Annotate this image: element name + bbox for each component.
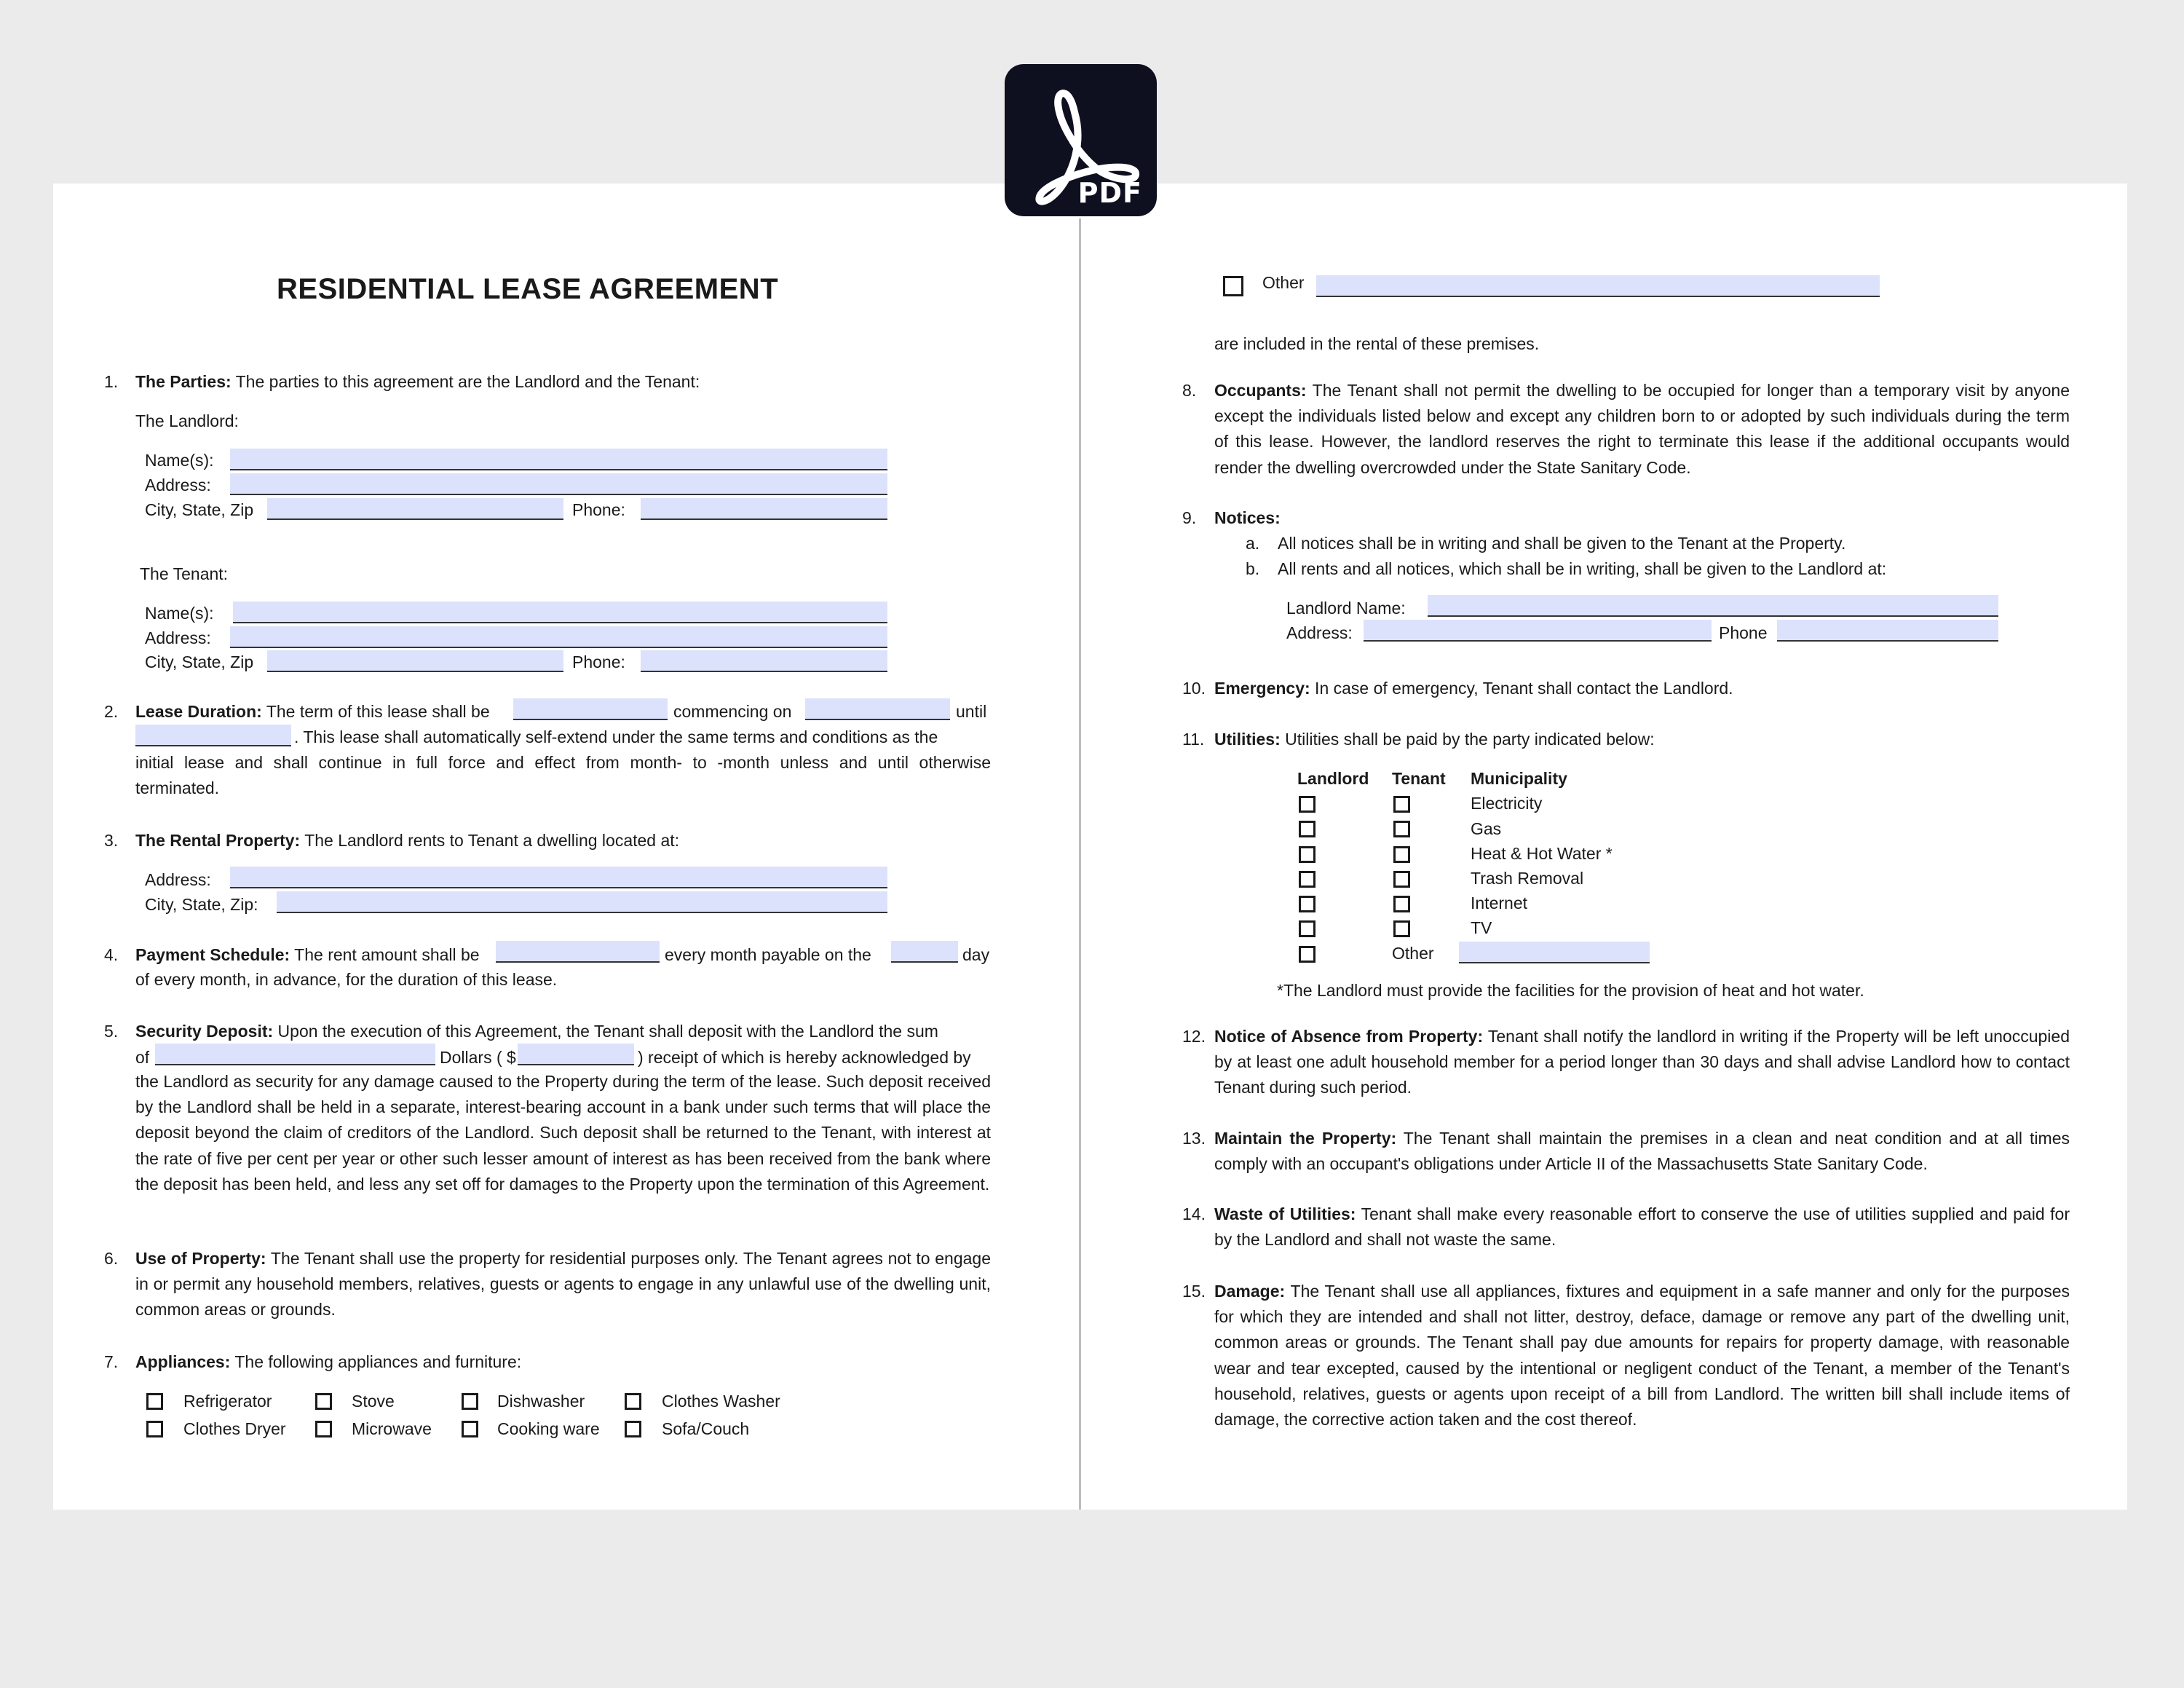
s3-heading: The Rental Property:: [135, 831, 301, 850]
page-divider: [1079, 218, 1081, 1510]
s8-heading: Occupants:: [1214, 381, 1307, 400]
s10-body: In case of emergency, Tenant shall contact the Landlord.: [1310, 679, 1733, 698]
s13-heading: Maintain the Property:: [1214, 1129, 1397, 1148]
s9-b-number: b.: [1246, 559, 1260, 578]
property-city-label: City, State, Zip:: [145, 895, 258, 914]
s4-number: 4.: [104, 945, 119, 964]
utility-heat-hot-water: Heat & Hot Water *: [1471, 844, 1613, 863]
s9-a-text: All notices shall be in writing and shall be given to the Tenant at the Property.: [1278, 534, 1846, 553]
notice-landlord-name-field[interactable]: [1428, 595, 1998, 617]
utility-heat-landlord-checkbox[interactable]: [1299, 846, 1315, 863]
s7-number: 7.: [104, 1352, 119, 1371]
s10-heading: Emergency:: [1214, 679, 1310, 698]
s11-body: Utilities shall be paid by the party indicated below:: [1280, 730, 1655, 749]
s4-text-2: every month payable on the: [665, 945, 871, 964]
s4-line2: of every month, in advance, for the duration of this lease.: [135, 970, 558, 989]
tenant-names-field[interactable]: [233, 602, 887, 623]
s4-text-3: day: [962, 945, 990, 964]
s11-number: 11.: [1182, 730, 1205, 749]
s11-heading: Utilities:: [1214, 730, 1281, 749]
utility-internet-landlord-checkbox[interactable]: [1299, 896, 1315, 912]
s2-heading: Lease Duration:: [135, 702, 262, 721]
property-address-field[interactable]: [230, 867, 887, 888]
lease-term-field[interactable]: [513, 698, 668, 720]
notice-phone-label: Phone: [1719, 623, 1768, 642]
s11-text: [1214, 727, 1655, 751]
s4-heading: Payment Schedule:: [135, 945, 290, 964]
s5-heading: Security Deposit:: [135, 1022, 274, 1041]
s15-body: The Tenant shall use all appliances, fixtures and equipment in a safe manner and only for the purposes for which they are intended and shall not litter, destroy, deface, damage or remove any part of the dwelling unit, common areas or grounds. The Tenant shall pay due amounts for repairs for property damage, with reasonable wear and tear excepted, caused by the intentional or negligent conduct of the Tenant, a member of the Tenant's household, relatives, guests or agents upon receipt of a bill from Landlord. The written bill shall include items of damage, the corrective action taken and the cost thereof.: [1214, 1282, 2070, 1429]
landlord-address-label: Address:: [145, 476, 211, 494]
utility-internet: Internet: [1471, 894, 1527, 912]
checkbox-microwave[interactable]: [315, 1421, 332, 1437]
notice-address-field[interactable]: [1364, 620, 1712, 642]
s5-text-1: Upon the execution of this Agreement, the Tenant shall deposit with the Landlord the sum: [273, 1022, 938, 1041]
s2-text-1: The term of this lease shall be: [266, 702, 490, 721]
utility-heat-tenant-checkbox[interactable]: [1393, 846, 1410, 863]
appliance-clothes-dryer: Clothes Dryer: [183, 1419, 286, 1438]
document-title: RESIDENTIAL LEASE AGREEMENT: [277, 273, 779, 305]
utility-tv-landlord-checkbox[interactable]: [1299, 920, 1315, 937]
checkbox-sofa-couch[interactable]: [625, 1421, 641, 1437]
s14-body: Tenant shall make every reasonable effort to conserve the use of utilities supplied and paid for by the Landlord and shall not waste the same.: [1214, 1204, 2070, 1250]
utility-gas-landlord-checkbox[interactable]: [1299, 821, 1315, 837]
landlord-names-field[interactable]: [230, 449, 887, 470]
s12-text: [1214, 1024, 2070, 1101]
s10-text: [1214, 677, 1733, 700]
s10-number: 10.: [1182, 679, 1206, 698]
deposit-amount-field[interactable]: [518, 1044, 634, 1065]
checkbox-stove[interactable]: [315, 1393, 332, 1410]
s13-text: [1214, 1126, 2070, 1177]
s15-heading: Damage:: [1214, 1282, 1286, 1301]
utility-electricity-landlord-checkbox[interactable]: [1299, 796, 1315, 813]
utilities-note: *The Landlord must provide the facilities for the provision of heat and hot water.: [1277, 981, 1864, 1000]
s7-body: The following appliances and furniture:: [230, 1352, 522, 1371]
s6-text: [135, 1246, 991, 1323]
utility-trash-removal: Trash Removal: [1471, 869, 1584, 888]
appliance-other-label: Other: [1262, 273, 1305, 292]
property-city-field[interactable]: [277, 891, 887, 913]
notice-landlord-name-label: Landlord Name:: [1286, 599, 1406, 618]
tenant-phone-field[interactable]: [641, 650, 887, 672]
s5-dollars: Dollars ( $: [440, 1048, 516, 1067]
landlord-city-label: City, State, Zip: [145, 500, 254, 519]
landlord-address-field[interactable]: [230, 473, 887, 495]
checkbox-appliance-other[interactable]: [1223, 276, 1243, 296]
appliance-other-field[interactable]: [1316, 275, 1880, 297]
s2-text-3: until: [956, 702, 987, 721]
utility-other-field[interactable]: [1459, 942, 1650, 963]
appliance-clothes-washer: Clothes Washer: [662, 1392, 780, 1411]
s5-line1: [135, 1019, 938, 1043]
s15-text: [1214, 1279, 2070, 1432]
s5-of: of: [135, 1048, 150, 1067]
utility-tv-tenant-checkbox[interactable]: [1393, 920, 1410, 937]
pdf-label: PDF: [1077, 177, 1142, 209]
s2-line4: terminated.: [135, 778, 220, 797]
s4-text-1: The rent amount shall be: [294, 945, 480, 964]
s2-number: 2.: [104, 702, 119, 721]
s7-text: [135, 1350, 521, 1373]
tenant-names-label: Name(s):: [145, 604, 214, 623]
s12-heading: Notice of Absence from Property:: [1214, 1027, 1484, 1046]
s9-number: 9.: [1182, 508, 1197, 527]
checkbox-dishwasher[interactable]: [462, 1393, 478, 1410]
s1-body: The parties to this agreement are the Landlord and the Tenant:: [231, 372, 700, 391]
s3-text: [135, 829, 679, 852]
s14-text: [1214, 1202, 2070, 1253]
s5-body: the Landlord as security for any damage caused to the Property during the term of the lease. Such deposit received by the Landlord shall be held in a separate, interest-bearing account in a bank under such terms that will place the deposit beyond the claim of creditors of the Landlord. Such deposit shall be returned to the Tenant, with interest at the rate of five per cent per year or other such lesser amount of interest as has been received from the bank where the deposit has been held, and less any set off for damages to the Property upon the termination of this Agreement.: [135, 1072, 991, 1194]
tenant-city-field[interactable]: [267, 650, 563, 672]
landlord-label: The Landlord:: [135, 411, 239, 430]
utility-other-landlord-checkbox[interactable]: [1299, 946, 1315, 963]
s8-text: [1214, 378, 2070, 481]
s2-text-4: . This lease shall automatically self-extend under the same terms and conditions as the: [294, 727, 938, 746]
tenant-address-field[interactable]: [230, 626, 887, 648]
utility-gas-tenant-checkbox[interactable]: [1393, 821, 1410, 837]
deposit-words-field[interactable]: [155, 1044, 435, 1065]
property-address-label: Address:: [145, 870, 211, 889]
s6-heading: Use of Property:: [135, 1249, 266, 1268]
s6-body: The Tenant shall use the property for residential purposes only. The Tenant agrees not to engage in or permit any household members, relatives, guests or agents to engage in any unlawful use of the dwelling unit, common areas or grounds.: [135, 1249, 991, 1320]
utility-trash-landlord-checkbox[interactable]: [1299, 871, 1315, 888]
s14-heading: Waste of Utilities:: [1214, 1204, 1356, 1223]
utility-gas: Gas: [1471, 819, 1502, 838]
checkbox-clothes-dryer[interactable]: [146, 1421, 163, 1437]
s14-number: 14.: [1182, 1204, 1206, 1223]
s7-heading: Appliances:: [135, 1352, 231, 1371]
s8-number: 8.: [1182, 381, 1197, 400]
notice-phone-field[interactable]: [1777, 620, 1998, 642]
landlord-phone-field[interactable]: [641, 498, 887, 520]
commencing-date-field[interactable]: [805, 698, 950, 720]
tenant-label: The Tenant:: [140, 564, 229, 583]
s2-line3: initial lease and shall continue in full force and effect from month- to -month unless and until otherwise: [135, 753, 991, 772]
s9-b-text: All rents and all notices, which shall be in writing, shall be given to the Landlord at:: [1278, 559, 1887, 578]
utility-internet-tenant-checkbox[interactable]: [1393, 896, 1410, 912]
pdf-badge: [1005, 64, 1157, 216]
appliance-microwave: Microwave: [352, 1419, 432, 1438]
appliance-cooking-ware: Cooking ware: [497, 1419, 600, 1438]
utilities-col-landlord: Landlord: [1297, 769, 1369, 788]
s12-body: Tenant shall notify the landlord in writing if the Property will be left unoccupied by at least one adult household member for a period longer than 30 days and shall advise Landlord how to contact Tenant during such period.: [1214, 1027, 2070, 1097]
appliance-refrigerator: Refrigerator: [183, 1392, 272, 1411]
appliance-sofa-couch: Sofa/Couch: [662, 1419, 750, 1438]
s3-number: 3.: [104, 831, 119, 850]
notice-address-label: Address:: [1286, 623, 1353, 642]
landlord-phone-label: Phone:: [572, 500, 625, 519]
checkbox-cooking-ware[interactable]: [462, 1421, 478, 1437]
tenant-phone-label: Phone:: [572, 652, 625, 671]
rent-amount-field[interactable]: [496, 941, 660, 963]
tenant-address-label: Address:: [145, 628, 211, 647]
s8-body: The Tenant shall not permit the dwelling to be occupied for longer than a temporary visit by anyone except the individuals listed below and except any children born to or adopted by such individuals during the term of this lease. However, the landlord reserves the right to terminate this lease if the additional occupants would render the dwelling overcrowded under the State Sanitary Code.: [1214, 381, 2070, 477]
s12-number: 12.: [1182, 1027, 1206, 1046]
s4-line1: [135, 943, 480, 966]
utility-electricity-tenant-checkbox[interactable]: [1393, 796, 1410, 813]
appliance-stove: Stove: [352, 1392, 395, 1411]
payment-day-field[interactable]: [891, 941, 958, 963]
s5-text-2: ) receipt of which is hereby acknowledged by: [638, 1048, 971, 1067]
s3-body: The Landlord rents to Tenant a dwelling located at:: [300, 831, 680, 850]
s2-line1: [135, 700, 490, 723]
checkbox-refrigerator[interactable]: [146, 1393, 163, 1410]
s15-number: 15.: [1182, 1282, 1206, 1301]
tenant-city-label: City, State, Zip: [145, 652, 254, 671]
utility-electricity: Electricity: [1471, 794, 1543, 813]
utilities-col-tenant: Tenant: [1392, 769, 1446, 788]
s9-a-number: a.: [1246, 534, 1260, 553]
appliance-dishwasher: Dishwasher: [497, 1392, 585, 1411]
s1-number: 1.: [104, 372, 119, 391]
s7-included: are included in the rental of these premises.: [1214, 334, 1540, 353]
utilities-col-municipality: Municipality: [1471, 769, 1567, 788]
until-date-field[interactable]: [135, 725, 291, 746]
s5-number: 5.: [104, 1022, 119, 1041]
s9-heading: Notices:: [1214, 508, 1281, 527]
s1-text: [135, 370, 700, 393]
s1-heading: The Parties:: [135, 372, 232, 391]
landlord-names-label: Name(s):: [145, 451, 214, 470]
s13-body: The Tenant shall maintain the premises in a clean and neat condition and at all times comply with an occupant's obligations under Article II of the Massachusetts State Sanitary Code.: [1214, 1129, 2070, 1174]
landlord-city-field[interactable]: [267, 498, 563, 520]
s2-text-2: commencing on: [673, 702, 792, 721]
utility-tv: TV: [1471, 918, 1492, 937]
checkbox-clothes-washer[interactable]: [625, 1393, 641, 1410]
s13-number: 13.: [1182, 1129, 1206, 1148]
s6-number: 6.: [104, 1249, 119, 1268]
utility-other-label: Other: [1392, 944, 1434, 963]
utility-trash-tenant-checkbox[interactable]: [1393, 871, 1410, 888]
